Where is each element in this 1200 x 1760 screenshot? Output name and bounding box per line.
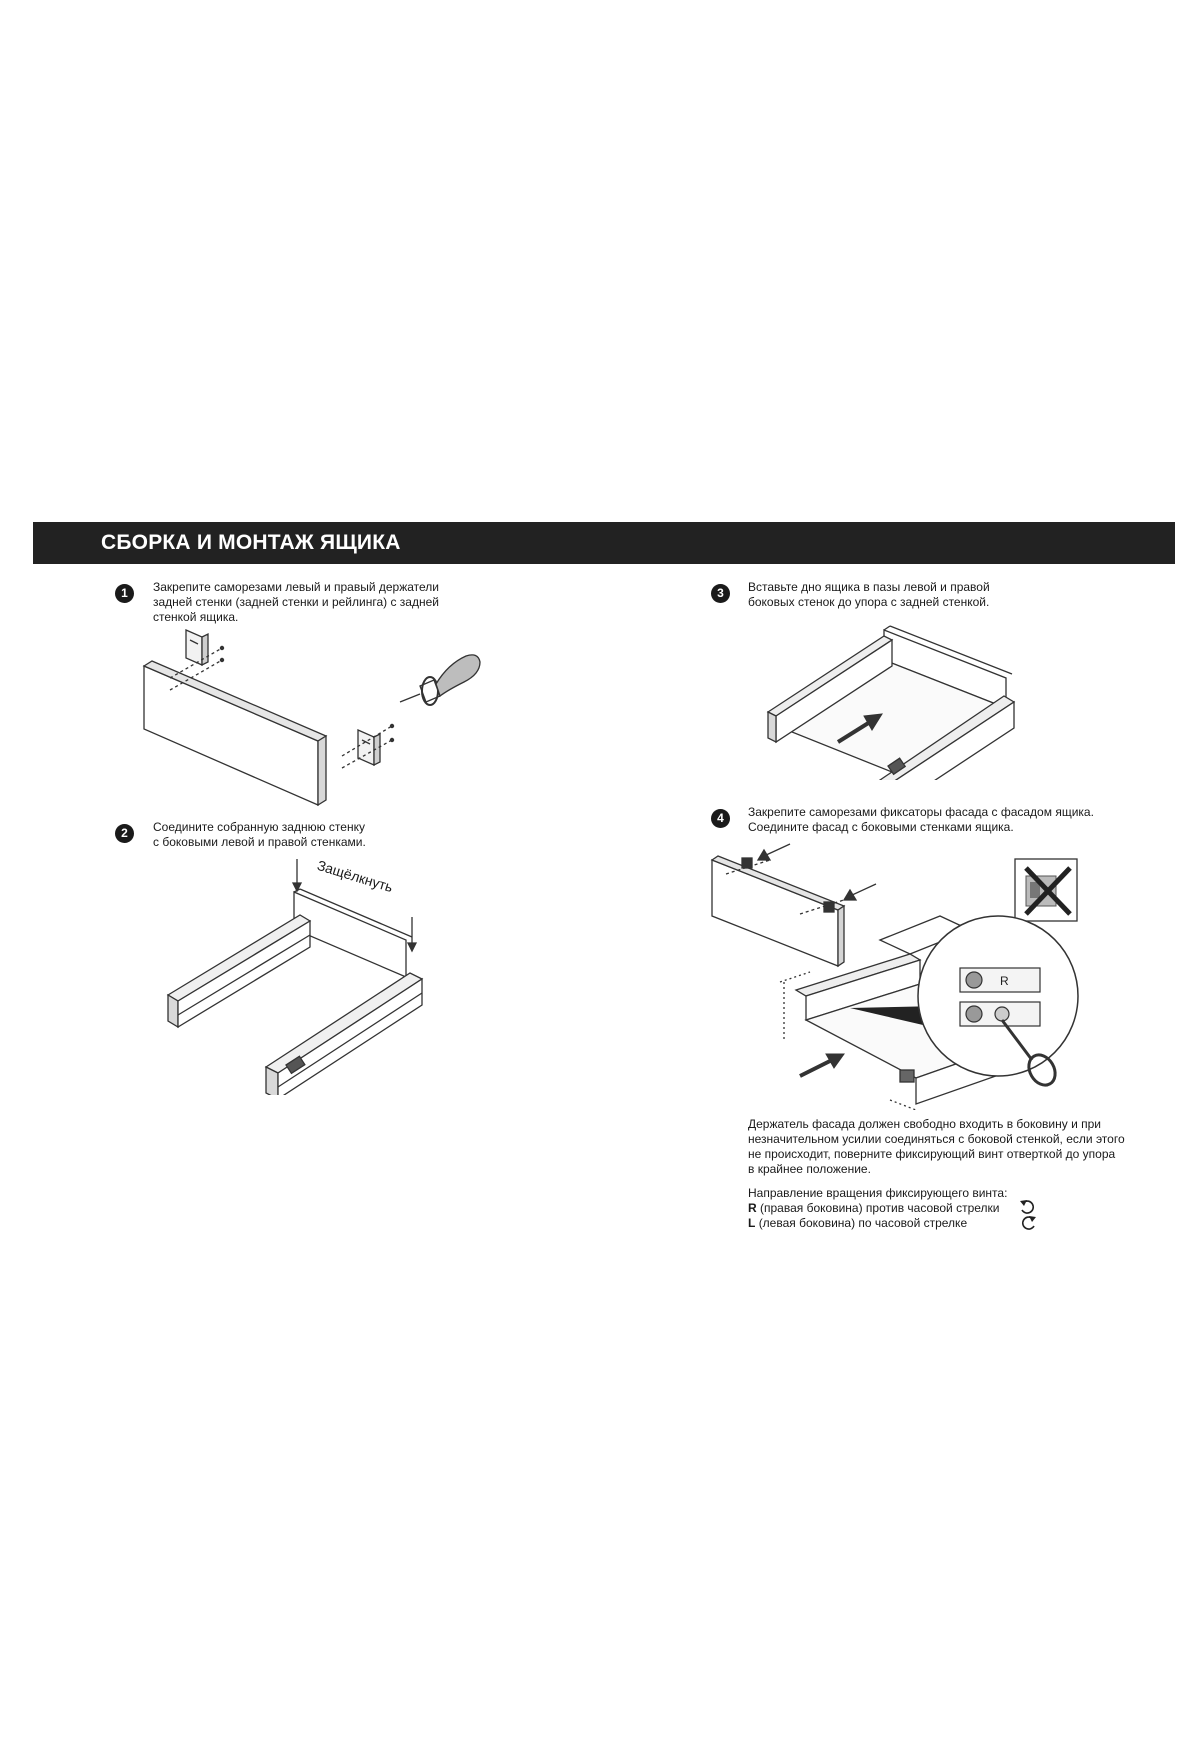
step-1-illustration [130, 620, 520, 810]
step-4-drawer-illustration [770, 910, 1100, 1110]
note-text: Держатель фасада должен свободно входить в боковину и при незначительном усилии соединяться с боковой стенкой, если этого не происходит, поверните фиксирующий винт отверткой до упора в крайнее положение. [748, 1117, 1125, 1176]
step-3-text: Вставьте дно ящика в пазы левой и правой боковых стенок до упора с задней стенкой. [748, 580, 990, 609]
clockwise-arrow-icon [1018, 1214, 1038, 1232]
step-2-illustration [160, 855, 440, 1095]
step-1-number: 1 [115, 584, 134, 603]
snap-label: Защёлкнуть [315, 857, 395, 896]
step-1-text: Закрепите саморезами левый и правый держатели задней стенки (задней стенки и рейлинга) с задней стенкой ящика. [153, 580, 439, 624]
rotation-heading: Направление вращения фиксирующего винта: [748, 1186, 1008, 1200]
detail-side-label: R [1000, 974, 1009, 988]
step-3-number: 3 [711, 584, 730, 603]
rotation-right-line [748, 1201, 1000, 1216]
rotation-right-text: (правая боковина) против часовой стрелки [760, 1201, 1000, 1215]
step-2-number: 2 [115, 824, 134, 843]
step-2-text: Соедините собранную заднюю стенку с боковыми левой и правой стенками. [153, 820, 366, 849]
header-bar [33, 522, 1175, 564]
step-4-text: Закрепите саморезами фиксаторы фасада с фасадом ящика. Соедините фасад с боковыми стенками ящика. [748, 805, 1094, 834]
rotation-left-line [748, 1216, 967, 1231]
step-4-number: 4 [711, 809, 730, 828]
rotation-left-key: L [748, 1216, 756, 1230]
step-3-illustration [760, 620, 1020, 780]
rotation-left-text: (левая боковина) по часовой стрелке [758, 1216, 968, 1230]
page-title: СБОРКА И МОНТАЖ ЯЩИКА [101, 531, 401, 554]
rotation-right-key: R [748, 1201, 757, 1215]
